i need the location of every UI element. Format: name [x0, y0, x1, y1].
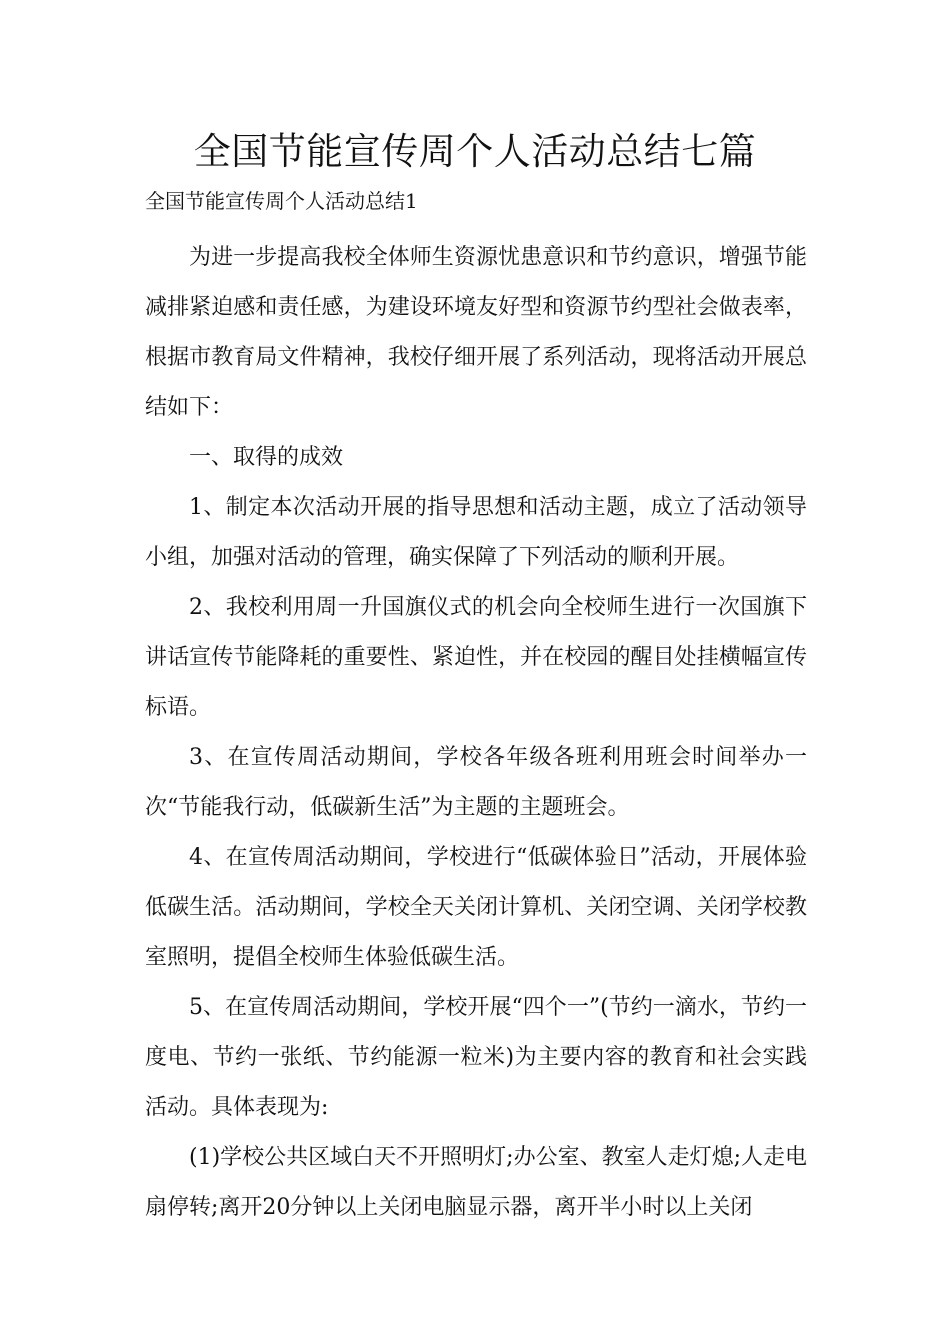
paragraph-item-5: 5、在宣传周活动期间，学校开展“四个一”(节约一滴水，节约一度电、节约一张纸、节约能源一粒米)为主要内容的教育和社会实践活动。具体表现为: [145, 995, 807, 1120]
section-subtitle: 全国节能宣传周个人活动总结1 [145, 189, 418, 213]
paragraph-sub-item-1: (1)学校公共区域白天不开照明灯;办公室、教室人走灯熄;人走电扇停转;离开20分钟以上关闭电脑显示器，离开半小时以上关闭 [145, 1145, 807, 1220]
paragraph-item-1: 1、制定本次活动开展的指导思想和活动主题，成立了活动领导小组，加强对活动的管理，确实保障了下列活动的顺利开展。 [145, 495, 807, 570]
document-title: 全国节能宣传周个人活动总结七篇 [193, 130, 757, 173]
paragraph-item-3: 3、在宣传周活动期间，学校各年级各班利用班会时间举办一次“节能我行动，低碳新生活”为主题的主题班会。 [145, 745, 807, 820]
body-text [145, 233, 807, 1233]
paragraph-heading-results: 一、取得的成效 [189, 445, 344, 470]
paragraph-item-2: 2、我校利用周一升国旗仪式的机会向全校师生进行一次国旗下讲话宣传节能降耗的重要性、紧迫性，并在校园的醒目处挂横幅宣传标语。 [145, 595, 807, 720]
paragraph-item-4: 4、在宣传周活动期间，学校进行“低碳体验日”活动，开展体验低碳生活。活动期间，学校全天关闭计算机、关闭空调、关闭学校教室照明，提倡全校师生体验低碳生活。 [145, 845, 807, 970]
paragraph-intro: 为进一步提高我校全体师生资源忧患意识和节约意识，增强节能减排紧迫感和责任感，为建设环境友好型和资源节约型社会做表率，根据市教育局文件精神，我校仔细开展了系列活动，现将活动开展总结如下： [145, 245, 807, 420]
